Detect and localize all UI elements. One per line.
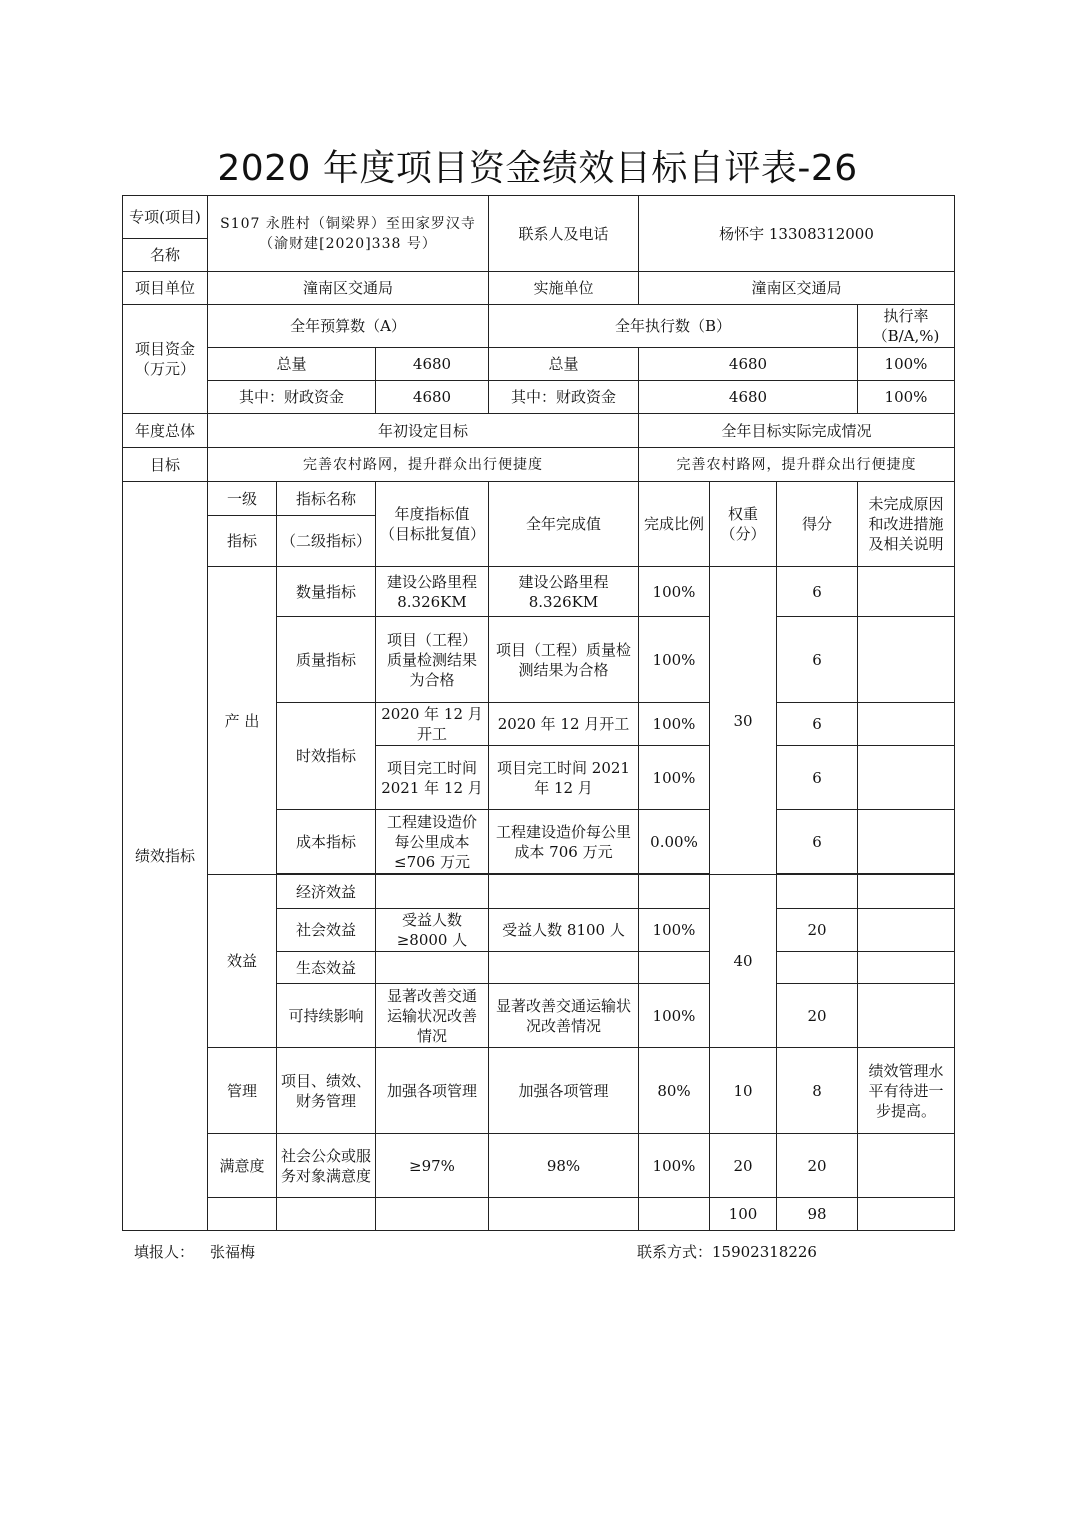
group-satisfy: 满意度 [208,1134,277,1198]
filler-name: 张福梅 [210,1243,256,1261]
project-name-label-b: 名称 [123,239,208,272]
project-name-label-a: 专项(项目) [123,196,208,239]
row-cost-note [858,810,955,874]
row-satisfy-score: 20 [777,1134,858,1198]
row-sustain-score: 20 [777,984,858,1048]
row-quantity-note [858,567,955,617]
row-quantity-score: 6 [777,567,858,617]
row-time1-actual: 2020 年 12 月开工 [489,703,639,746]
row-time1-ratio: 100% [639,703,710,746]
total-row-cell [208,1198,277,1231]
reason-header: 未完成原因和改进措施及相关说明 [858,482,955,567]
row-eco-ratio [639,952,710,984]
row-cost-ratio: 0.00% [639,810,710,874]
row-manage-actual: 加强各项管理 [489,1048,639,1134]
total-budget: 4680 [376,348,489,381]
row-time2-score: 6 [777,746,858,810]
row-sustain-target: 显著改善交通运输状况改善情况 [376,984,489,1048]
row-manage-score: 8 [777,1048,858,1134]
evaluation-table [122,195,955,1231]
row-manage-ratio: 80% [639,1048,710,1134]
initial-goal-label: 年初设定目标 [208,414,639,448]
funds-label: 项目资金（万元） [123,305,208,414]
row-sustain-note [858,984,955,1048]
weight-header: 权重（分） [710,482,777,567]
row-quantity-target: 建设公路里程 8.326KM [376,567,489,617]
row-time2-ratio: 100% [639,746,710,810]
row-cost-target: 工程建设造价每公里成本≤706 万元 [376,810,489,874]
row-economic-note [858,875,955,909]
group-output-weight: 30 [710,567,777,875]
project-name-value: S107 永胜村（铜梁界）至田家罗汉寺（渝财建[2020]338 号） [208,196,489,272]
row-social-target: 受益人数≥8000 人 [376,909,489,952]
impl-value: 潼南区交通局 [639,272,955,305]
row-cost-score: 6 [777,810,858,874]
row-manage-name: 项目、绩效、财务管理 [277,1048,376,1134]
row-social-score: 20 [777,909,858,952]
row-time1-score: 6 [777,703,858,746]
unit-value: 潼南区交通局 [208,272,489,305]
row-economic-score [777,875,858,909]
contact-value: 杨怀宇 13308312000 [639,196,955,272]
budget-label: 全年预算数（A） [208,305,489,348]
exec-label: 全年执行数（B） [489,305,858,348]
row-sustain-ratio: 100% [639,984,710,1048]
row-time-name: 时效指标 [277,703,376,810]
total-rate: 100% [858,348,955,381]
full-value-header: 全年完成值 [489,482,639,567]
row-quality-ratio: 100% [639,617,710,703]
row-manage-note: 绩效管理水平有待进一步提高。 [858,1048,955,1134]
row-manage-weight: 10 [710,1048,777,1134]
total-exec: 4680 [639,348,858,381]
group-benefit-weight: 40 [710,875,777,1048]
row-time1-note [858,703,955,746]
page-title: 2020 年度项目资金绩效目标自评表-26 [217,148,858,189]
fiscal-exec: 4680 [639,381,858,414]
row-quantity-name: 数量指标 [277,567,376,617]
row-sustain-name: 可持续影响 [277,984,376,1048]
row-eco-note [858,952,955,984]
fiscal-label-2: 其中：财政资金 [489,381,639,414]
goal-initial: 完善农村路网，提升群众出行便捷度 [208,448,639,482]
row-economic-target [376,875,489,909]
filler-line [134,1241,255,1262]
total-row-cell [639,1198,710,1231]
rate-label: 执行率（B/A,%) [858,305,955,348]
row-economic-name: 经济效益 [277,875,376,909]
contact-label: 联系人及电话 [489,196,639,272]
fiscal-label: 其中：财政资金 [208,381,376,414]
row-time2-target: 项目完工时间 2021 年 12 月 [376,746,489,810]
total-score: 98 [777,1198,858,1231]
row-quality-note [858,617,955,703]
row-cost-name: 成本指标 [277,810,376,874]
row-time2-actual: 项目完工时间 2021 年 12 月 [489,746,639,810]
total-row-cell [858,1198,955,1231]
fiscal-rate: 100% [858,381,955,414]
total-label: 总量 [208,348,376,381]
row-time2-note [858,746,955,810]
lvl1-label-a: 一级 [208,482,277,516]
row-eco-target [376,952,489,984]
total-row-cell [489,1198,639,1231]
ind-name-label-b: （二级指标） [277,516,376,567]
row-eco-name: 生态效益 [277,952,376,984]
row-time1-target: 2020 年 12 月开工 [376,703,489,746]
unit-label: 项目单位 [123,272,208,305]
row-eco-actual [489,952,639,984]
group-output: 产 出 [208,567,277,875]
row-social-ratio: 100% [639,909,710,952]
filler-label: 填报人： [134,1243,195,1261]
annual-value-header: 年度指标值（目标批复值） [376,482,489,567]
row-quality-target: 项目（工程）质量检测结果为合格 [376,617,489,703]
goal-actual: 完善农村路网，提升群众出行便捷度 [639,448,955,482]
actual-label: 全年目标实际完成情况 [639,414,955,448]
row-social-actual: 受益人数 8100 人 [489,909,639,952]
row-satisfy-actual: 98% [489,1134,639,1198]
row-social-note [858,909,955,952]
row-eco-score [777,952,858,984]
row-sustain-actual: 显著改善交通运输状况改善情况 [489,984,639,1048]
annual-label: 年度总体 [123,414,208,448]
row-satisfy-name: 社会公众或服务对象满意度 [277,1134,376,1198]
ind-name-label-a: 指标名称 [277,482,376,516]
row-satisfy-weight: 20 [710,1134,777,1198]
row-manage-target: 加强各项管理 [376,1048,489,1134]
total-label-2: 总量 [489,348,639,381]
row-economic-ratio [639,875,710,909]
total-row-cell [376,1198,489,1231]
goal-label: 目标 [123,448,208,482]
row-quality-actual: 项目（工程）质量检测结果为合格 [489,617,639,703]
group-benefit: 效益 [208,875,277,1048]
ratio-header: 完成比例 [639,482,710,567]
row-quantity-actual: 建设公路里程 8.326KM [489,567,639,617]
perf-label: 绩效指标 [123,482,208,1231]
fiscal-budget: 4680 [376,381,489,414]
footer-contact: 联系方式：15902318226 [637,1243,817,1261]
lvl1-label-b: 指标 [208,516,277,567]
row-quality-score: 6 [777,617,858,703]
row-satisfy-target: ≥97% [376,1134,489,1198]
row-quantity-ratio: 100% [639,567,710,617]
row-economic-actual [489,875,639,909]
row-cost-actual: 工程建设造价每公里成本 706 万元 [489,810,639,874]
row-satisfy-note [858,1134,955,1198]
row-social-name: 社会效益 [277,909,376,952]
total-weight: 100 [710,1198,777,1231]
group-manage: 管理 [208,1048,277,1134]
row-satisfy-ratio: 100% [639,1134,710,1198]
score-header: 得分 [777,482,858,567]
total-row-cell [277,1198,376,1231]
impl-label: 实施单位 [489,272,639,305]
row-quality-name: 质量指标 [277,617,376,703]
